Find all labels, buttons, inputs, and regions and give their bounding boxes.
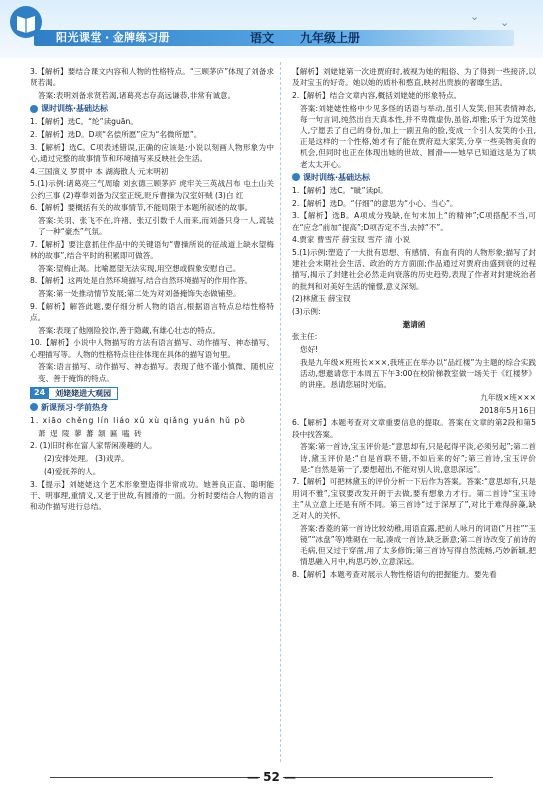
section-heading-label: 新课预习·学前热身 (41, 402, 109, 412)
letter-signature: 九年级×班××× (480, 392, 536, 402)
section-heading (30, 103, 274, 114)
lesson-heading (30, 387, 274, 400)
answer-para: 答案:第一处推动情节发展;第二处为对刘备掩饰失态做铺垫。 (38, 289, 241, 299)
lesson-title: 刘姥姥进大观园 (49, 387, 118, 400)
bird-icon: ⌄ (470, 10, 480, 23)
section-heading (30, 402, 274, 413)
answer-para: 4.贾家 曹雪芹 薛宝钗 雪芹 清 小说 (292, 235, 411, 245)
section-icon (30, 105, 38, 113)
lesson-number: 24 (30, 387, 49, 399)
brand-separator: · (105, 31, 110, 44)
section-heading-label: 课时训练·基础达标 (41, 104, 109, 114)
answer-para: (2)林黛玉 薛宝钗 (292, 294, 351, 304)
answer-para: 萧 逞 陵 蓼 蕃 颔 匾 嗑 砖 (38, 428, 143, 438)
answer-para: 4.三国演义 罗贯中 本 湖海散人 元末明初 (30, 166, 169, 176)
letter-title: 邀请函 (402, 319, 426, 329)
answer-para: 答案:关羽、张飞不在,许褚、张辽引数千人而来,而刘备只身一人,谎装了一种“豪杰”气氛。 (38, 215, 274, 237)
header-grade: 九年级上册 (300, 31, 361, 45)
answer-para: (3)示例: (292, 307, 321, 317)
answer-para: 7.【解析】可把林黛玉的评价分析一下后作为答案。答案:“意思却有,只是用词不雅”,宝钗要改发开朗于去做,要有想象力才行。第二首诗“宝玉诗主”从立意上还是有所不同。第三首诗“过于深厚了”,对比于难得辞藻,缺乏对人的关怀。 (292, 477, 536, 521)
answer-para: 5.(1)示例:塑造了一大批有思想、有感情、有血有肉的人物形象;描写了封建社会末期社会生活、政治的方方面面;作品通过对贾府由盛到衰的过程描写,揭示了封建社会必然走向衰落的历史趋势,表现了作者对封建统治者的批判和对美好生活的憧憬,意义深刻。 (292, 248, 536, 291)
answer-para: 2.【解析】选D。D项“名偿所愿”应为“名微所愿”。 (30, 130, 202, 140)
answer-para: 3.【解析】要结合课文内容和人物的性格特点。“三顾茅庐”体现了刘备求贤若渴。 (30, 67, 274, 88)
answer-para: 3.【解析】选B。A项成分残缺,在句末加上“的精神”;C项搭配不当,可在“应念”前加“提高”;D项否定不当,去掉“不”。 (292, 211, 536, 232)
answer-para: 8.【解析】这两处是自然环境描写,结合自然环境描写的作用作答。 (30, 276, 253, 286)
section-heading-label: 课时训练·基础达标 (303, 172, 371, 182)
answer-para: 2.【解析】结合文章内容,概括刘姥姥的形象特点。 (292, 90, 462, 100)
answer-para: (2)安排处理。 (3)戏弄。 (44, 454, 129, 464)
answer-para: 答案:表明刘备求贤若渴,诸葛亮志存高远谦恭,非常有诚意。 (38, 90, 236, 100)
answer-para: 答案:望梅止渴。比喻愿望无法实现,用空想或假象安慰自己。 (38, 263, 241, 273)
answer-para: 6.【解析】本题考查对文章重要信息的提取。答案在文章的第2段和第5段中找答案。 (292, 418, 536, 439)
answer-para: 1.【解析】选C。“纶”读guān。 (30, 117, 138, 127)
section-icon (292, 173, 300, 181)
section-icon (30, 403, 38, 411)
answer-para: 6.【解析】要概括有关的故事情节,不能局限于本题所叙述的故事。 (30, 203, 253, 213)
answer-para: (4)爱抚养的人。 (44, 466, 101, 476)
header-subject: 语文 (250, 31, 275, 45)
answer-para: 答案:香菱的第一首诗比较幼稚,用语直露,把前人咏月的词语(“月挂”“玉镜”“冰盘”等)堆砌在一起,凑成一首诗,缺乏新意;第二首诗改变了前诗的毛病,但又过于穿凿,用了太多修饰;第三首诗写得自然流畅,巧妙新颖,把情思融入月中,构思巧妙,立意深远。 (300, 523, 536, 567)
answer-para: 7.【解析】要注意抓住作品中的关键语句“曹操所说的征战道上缺水望梅林的故事”,结合平时的积累即可做答。 (30, 239, 274, 261)
letter-date: 2018年5月16日 (479, 405, 536, 415)
answer-para: 答案:刘姥姥性格中少见多怪的话语与举动,虽引人发笑,但其表情神态,每一句言词,纯然出自天真本性,并不卑微虚伪,虽俗,却雅;乐于为逗笑他人,宁愿丢了自己的身份,加上一副丑角的脸,变成一个引人发笑的小丑,正是这样的一个性格,她才有了能在贾府逗大家笑,分享一些美物美食的机会,但同时也正在体现出她的世故、圆滑——她早已知道这是为了哄老太太开心。 (300, 103, 536, 169)
left-column (30, 66, 274, 514)
answer-para: 【解析】刘姥姥第一次进贾府时,被视为她的粗俗、为了得到一些接济,以及对宝玉的好奇。她以她的质朴和憨直,映衬出贵族的奢靡生活。 (292, 67, 536, 88)
answer-para: 9.【解析】解答此题,要仔细分析人物的语言,根据语言特点总结性格特点。 (30, 301, 274, 323)
answer-para: 2.【解析】选D。“仔细”的意思为“小心、当心”。 (292, 198, 458, 208)
answer-para: 2. (1)旧时称在富人家帮闲凑趣的人。 (30, 441, 157, 451)
answer-para: 3.【解析】选C。C项表述错误,正确的应该是:小说以刻画人物形象为中心,通过完整的故事情节和环境描写来反映社会生活。 (30, 142, 274, 163)
answer-para: 答案:表现了他刚险狡诈,善于隐藏,有雄心壮志的特点。 (38, 325, 221, 335)
page-number: — 52 — (246, 770, 297, 784)
brand-part-1: 阳光课堂 (56, 31, 102, 44)
answer-para: 10.【解析】小说中人物描写的方法有语言描写、动作描写、神态描写、心理描写等。人物的性格特点往往体现在具体的描写语句里。 (30, 338, 274, 359)
answer-para: 答案:第一首诗,宝玉评价是:“意思却有,只是起得平淡,必须另起”;第二首诗,黛玉评价是:“自是首联不错,不如后来的好”;第三首诗,宝玉评价是:“自然是第一了,要想超出,不能对别人说,意思深远”。 (300, 442, 536, 474)
answer-para: 5.(1)示例:诸葛亮三气周瑜 刘玄德三顾茅庐 虎牢关三英战吕布 屯土山关公约三事 (2)尊奉刘备为汉室正统,贬斥曹操为汉室奸贼 (3)白 红 (30, 179, 274, 200)
section-heading (292, 172, 536, 183)
answer-para: 3.【提示】刘姥姥这个艺术形象塑造得非常成功。她善良正直、聪明能干、明事理,重情义,又老于世故,有圆滑的一面。分析时要结合人物的语言和动作描写进行总结。 (30, 479, 274, 511)
page-header (0, 0, 543, 58)
answer-para: 1. xiāo chěng lín liáo xǔ xù qiǎng yuán hǔ pò (30, 415, 246, 425)
answer-para: 8.【解析】本题考查对展示人物性格语句的把握能力。要先看 (292, 570, 497, 580)
answer-para: 答案:语言描写、动作描写、神态描写。表现了他不谨小慎微、随机应变、善于掩饰的特点。 (38, 362, 274, 383)
answer-para: 1.【解析】选C。“眦”读pī。 (292, 186, 388, 196)
letter-recipient: 张主任: (292, 332, 318, 342)
right-column (292, 66, 536, 582)
letter-greeting: 您好! (300, 345, 319, 355)
brand-title (56, 30, 170, 46)
column-divider (280, 62, 281, 762)
letter-body: 我是九年级×班班长×××,我班正在举办以“品红楼”为主题的综合实践活动,想邀请您于本周五下午3:00在校阶梯教室做一场关于《红楼梦》的讲座。恳请您届时光临。 (300, 357, 536, 390)
bird-icon: ⌄ (500, 16, 510, 29)
brand-part-2: 金牌练习册 (112, 31, 171, 44)
